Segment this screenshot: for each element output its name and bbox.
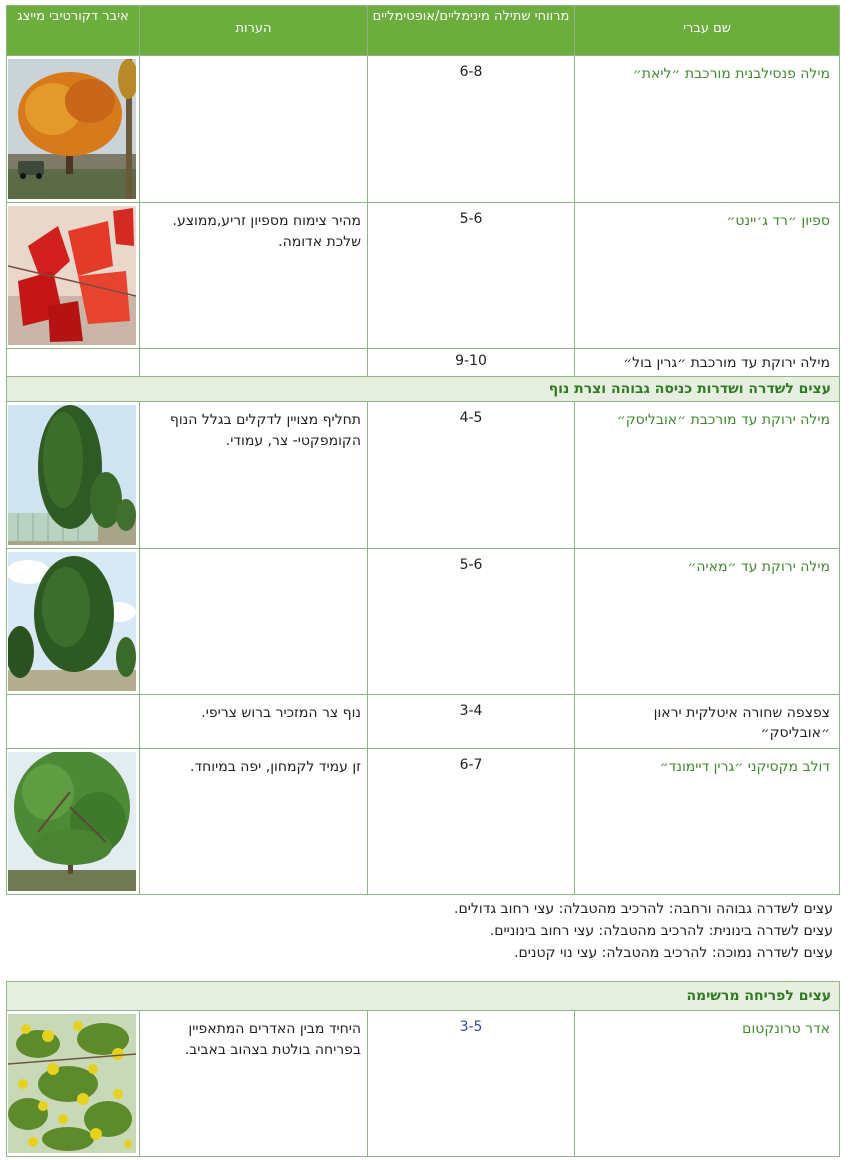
tree-name: צפצפה שחורה איטלקית יראון ״אובליסק״: [575, 695, 840, 749]
table-row: [7, 56, 840, 203]
legend-line: עצים לשדרה גבוהה ורחבה: להרכיב מהטבלה: עצי רחוב גדולים.: [454, 901, 833, 917]
table-row: [7, 203, 840, 349]
section-header-avenue: [7, 377, 840, 402]
planting-spacing: 4-5: [368, 402, 575, 549]
tree-notes: מהיר צימוח מספיון זריע,ממוצע. שלכת אדומה.: [140, 203, 368, 349]
sycamore-tree-photo: [7, 749, 140, 895]
planting-spacing: 6-7: [368, 749, 575, 895]
red-leaves-photo: [7, 203, 140, 349]
tree-name: מילה ירוקת עד מורכבת ״אובליסק״: [575, 402, 840, 549]
tree-notes: נוף צר המזכיר ברוש צריפי.: [140, 695, 368, 749]
legend-line: עצים לשדרה בינונית: להרכיב מהטבלה: עצי רחוב בינוניים.: [489, 923, 833, 939]
section-title: עצים לשדרה ושדרות כניסה גבוהה וצרת נוף: [7, 377, 840, 402]
tree-notes: [140, 56, 368, 203]
legend-line: עצים לשדרה נמוכה: להרכיב מהטבלה: עצי נוי קטנים.: [514, 945, 833, 961]
tree-name: מילה פנסילבנית מורכבת ״ליאת״: [575, 56, 840, 203]
tree-notes: [140, 349, 368, 377]
col-header-spacing: מרווחי שתילה מינימליים/אופטימליים: [368, 6, 575, 56]
trees-table: [6, 5, 840, 895]
columnar-tree-photo: [7, 402, 140, 549]
tree-notes: היחיד מבין האדרים המתאפיין בפריחה בולטת בצהוב באביב.: [140, 1011, 368, 1157]
table-row: [7, 549, 840, 695]
table-row: [7, 1011, 840, 1157]
col-header-photo: איבר דקורטיבי מייצג: [7, 6, 140, 56]
planting-spacing: 3-4: [368, 695, 575, 749]
tree-notes: זן עמיד לקמחון, יפה במיוחד.: [140, 749, 368, 895]
autumn-tree-photo: [7, 56, 140, 203]
tree-name: אדר טרונקטום: [575, 1011, 840, 1157]
green-tree-photo: [7, 549, 140, 695]
col-header-notes: הערות: [140, 6, 368, 56]
tree-name: דולב מקסיקני ״גרין דיימונד״: [575, 749, 840, 895]
table-row: [7, 349, 840, 377]
table-row: [7, 749, 840, 895]
photo-cell-empty: [7, 695, 140, 749]
avenue-legend: [10, 898, 833, 964]
photo-cell-empty: [7, 349, 140, 377]
tree-notes: [140, 549, 368, 695]
yellow-flowers-photo: [7, 1011, 140, 1157]
planting-spacing: 3-5: [368, 1011, 575, 1157]
planting-spacing: 6-8: [368, 56, 575, 203]
section-title: עצים לפריחה מרשימה: [7, 982, 840, 1011]
table-row: [7, 695, 840, 749]
planting-spacing: 5-6: [368, 203, 575, 349]
col-header-hebrew-name: שם עברי: [575, 6, 840, 56]
tree-name: מילה ירוקת עד ״מאיה״: [575, 549, 840, 695]
tree-notes: תחליף מצויין לדקלים בגלל הנוף הקומפקטי- צר, עמודי.: [140, 402, 368, 549]
planting-spacing: 9-10: [368, 349, 575, 377]
planting-spacing: 5-6: [368, 549, 575, 695]
flowering-table: [6, 981, 840, 1157]
tree-name: מילה ירוקת עד מורכבת ״גרין בול״: [575, 349, 840, 377]
table-row: [7, 402, 840, 549]
tree-name: ספיון ״רד ג׳יינט״: [575, 203, 840, 349]
table-header-row: [7, 6, 840, 56]
section-header-flowering: [7, 982, 840, 1011]
